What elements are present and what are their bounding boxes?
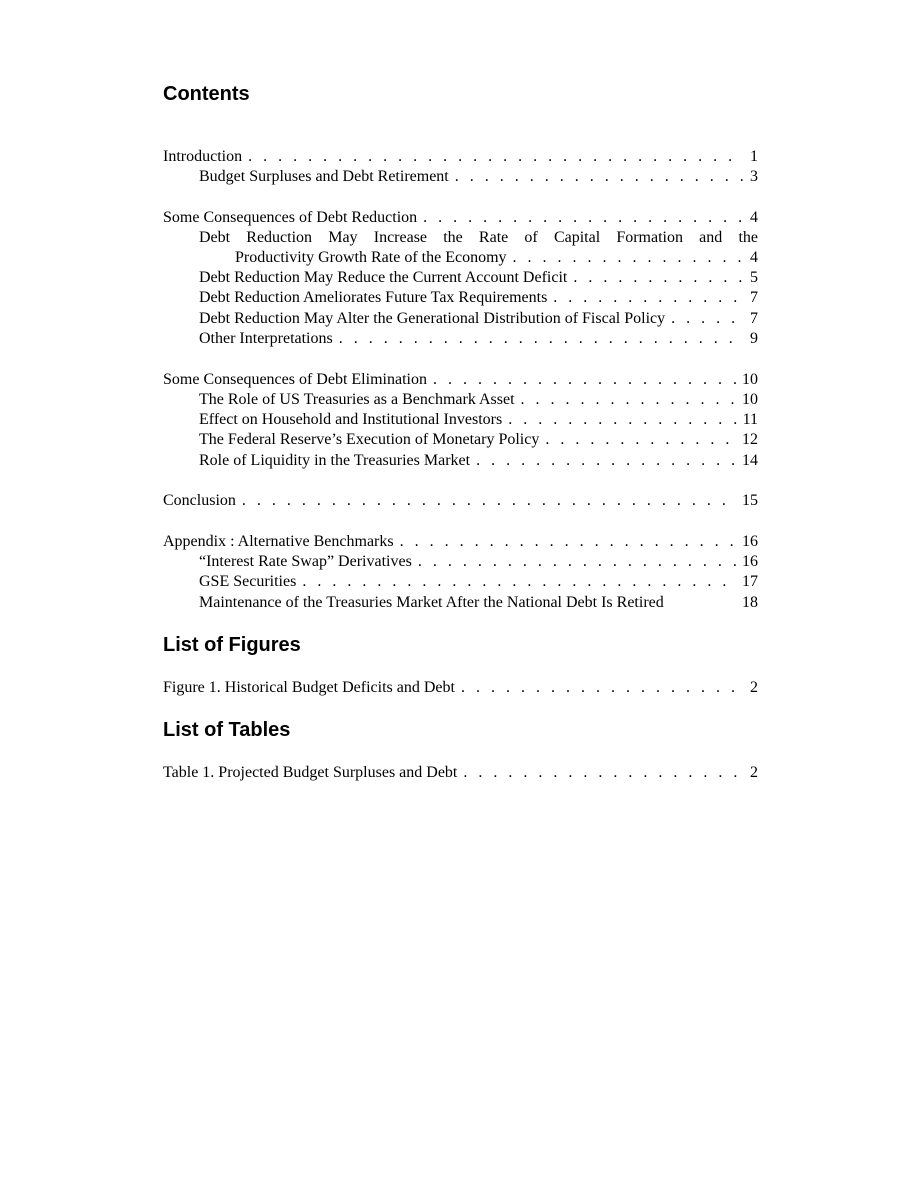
toc-page-number: 5 xyxy=(750,269,758,286)
toc-entry-budget-surpluses[interactable] xyxy=(199,167,758,187)
toc-entry-swap[interactable] xyxy=(199,552,758,572)
contents-heading: Contents xyxy=(163,83,250,105)
dot-leader xyxy=(339,329,744,349)
tables-heading: List of Tables xyxy=(163,719,291,741)
dot-leader xyxy=(248,147,744,167)
dot-leader xyxy=(433,370,736,390)
toc-entry-generational[interactable] xyxy=(199,309,758,329)
toc-entry-label: Debt Reduction Ameliorates Future Tax Requirements xyxy=(199,289,548,306)
toc-entry-capital-formation-line2[interactable] xyxy=(235,248,758,268)
figure-entry-label: Figure 1. Historical Budget Deficits and Debt xyxy=(163,679,455,696)
toc-entry-label: Budget Surpluses and Debt Retirement xyxy=(199,168,449,185)
dot-leader xyxy=(553,288,744,308)
dot-leader xyxy=(476,451,736,471)
toc-page-number: 10 xyxy=(742,391,758,408)
dot-leader xyxy=(513,248,744,268)
toc-page-number: 7 xyxy=(750,310,758,327)
toc-entry-introduction[interactable] xyxy=(163,147,758,167)
table-page-number: 2 xyxy=(750,764,758,781)
toc-page-number: 17 xyxy=(742,573,758,590)
dot-leader xyxy=(302,572,736,592)
figure-entry[interactable] xyxy=(163,678,758,698)
toc-page-number: 10 xyxy=(742,371,758,388)
toc-page-number: 12 xyxy=(742,431,758,448)
toc-entry-other-interpretations[interactable] xyxy=(199,329,758,349)
table-entry[interactable] xyxy=(163,763,758,783)
dot-leader xyxy=(461,678,744,698)
toc-entry-label: Maintenance of the Treasuries Market After the National Debt Is Retired xyxy=(199,594,664,611)
toc-entry-maintenance[interactable] xyxy=(199,593,758,613)
toc-entry-conclusion[interactable] xyxy=(163,491,758,511)
toc-page-number: 18 xyxy=(742,594,758,611)
toc-page-number: 14 xyxy=(742,452,758,469)
toc-page-number: 3 xyxy=(750,168,758,185)
toc-page-number: 15 xyxy=(742,492,758,509)
dot-leader xyxy=(242,491,736,511)
toc-page-number: 16 xyxy=(742,533,758,550)
toc-entry-label: Debt Reduction May Alter the Generational Distribution of Fiscal Policy xyxy=(199,310,666,327)
toc-entry-label: Other Interpretations xyxy=(199,330,333,347)
dot-leader xyxy=(423,208,744,228)
dot-leader xyxy=(508,410,736,430)
toc-entry-label: Conclusion xyxy=(163,492,236,509)
toc-entry-label: Some Consequences of Debt Elimination xyxy=(163,371,427,388)
toc-page-number: 1 xyxy=(750,148,758,165)
dot-leader xyxy=(400,532,736,552)
toc-entry-debt-reduction[interactable] xyxy=(163,208,758,228)
toc-entry-label: The Federal Reserve’s Execution of Monetary Policy xyxy=(199,431,540,448)
toc-page-number: 16 xyxy=(742,553,758,570)
toc-entry-label: Effect on Household and Institutional Investors xyxy=(199,411,503,428)
dot-leader xyxy=(573,268,744,288)
dot-leader xyxy=(418,552,736,572)
toc-entry-label: Role of Liquidity in the Treasuries Market xyxy=(199,452,471,469)
toc-entry-label: Productivity Growth Rate of the Economy xyxy=(235,249,507,266)
toc-entry-label: “Interest Rate Swap” Derivatives xyxy=(199,553,412,570)
toc-page-number: 11 xyxy=(742,411,758,428)
dot-leader xyxy=(455,167,744,187)
toc-page-number: 7 xyxy=(750,289,758,306)
toc-entry-monetary-policy[interactable] xyxy=(199,430,758,450)
dot-leader xyxy=(545,430,736,450)
toc-entry-liquidity[interactable] xyxy=(199,451,758,471)
figure-page-number: 2 xyxy=(750,679,758,696)
toc-entry-benchmark-asset[interactable] xyxy=(199,390,758,410)
table-entry-label: Table 1. Projected Budget Surpluses and Debt xyxy=(163,764,458,781)
toc-entry-future-tax[interactable] xyxy=(199,288,758,308)
toc-entry-current-account[interactable] xyxy=(199,268,758,288)
toc-entry-household-effect[interactable] xyxy=(199,410,758,430)
toc-page-number: 9 xyxy=(750,330,758,347)
figures-heading: List of Figures xyxy=(163,634,301,656)
toc-page-number: 4 xyxy=(750,249,758,266)
dot-leader xyxy=(463,763,744,783)
dot-leader xyxy=(521,390,736,410)
toc-entry-label: Some Consequences of Debt Reduction xyxy=(163,209,418,226)
toc-entry-label: Debt Reduction May Reduce the Current Account Deficit xyxy=(199,269,568,286)
toc-page-number: 4 xyxy=(750,209,758,226)
toc-entry-label: GSE Securities xyxy=(199,573,297,590)
dot-leader xyxy=(671,309,744,329)
toc-entry-label: Appendix : Alternative Benchmarks xyxy=(163,533,394,550)
toc-entry-debt-elimination[interactable] xyxy=(163,370,758,390)
toc-entry-appendix[interactable] xyxy=(163,532,758,552)
toc-entry-gse[interactable] xyxy=(199,572,758,592)
toc-entry-label: The Role of US Treasuries as a Benchmark Asset xyxy=(199,391,515,408)
toc-entry-label: Introduction xyxy=(163,148,243,165)
toc-entry-capital-formation-line1[interactable]: Debt Reduction May Increase the Rate of Capital Formation and the xyxy=(199,229,758,246)
